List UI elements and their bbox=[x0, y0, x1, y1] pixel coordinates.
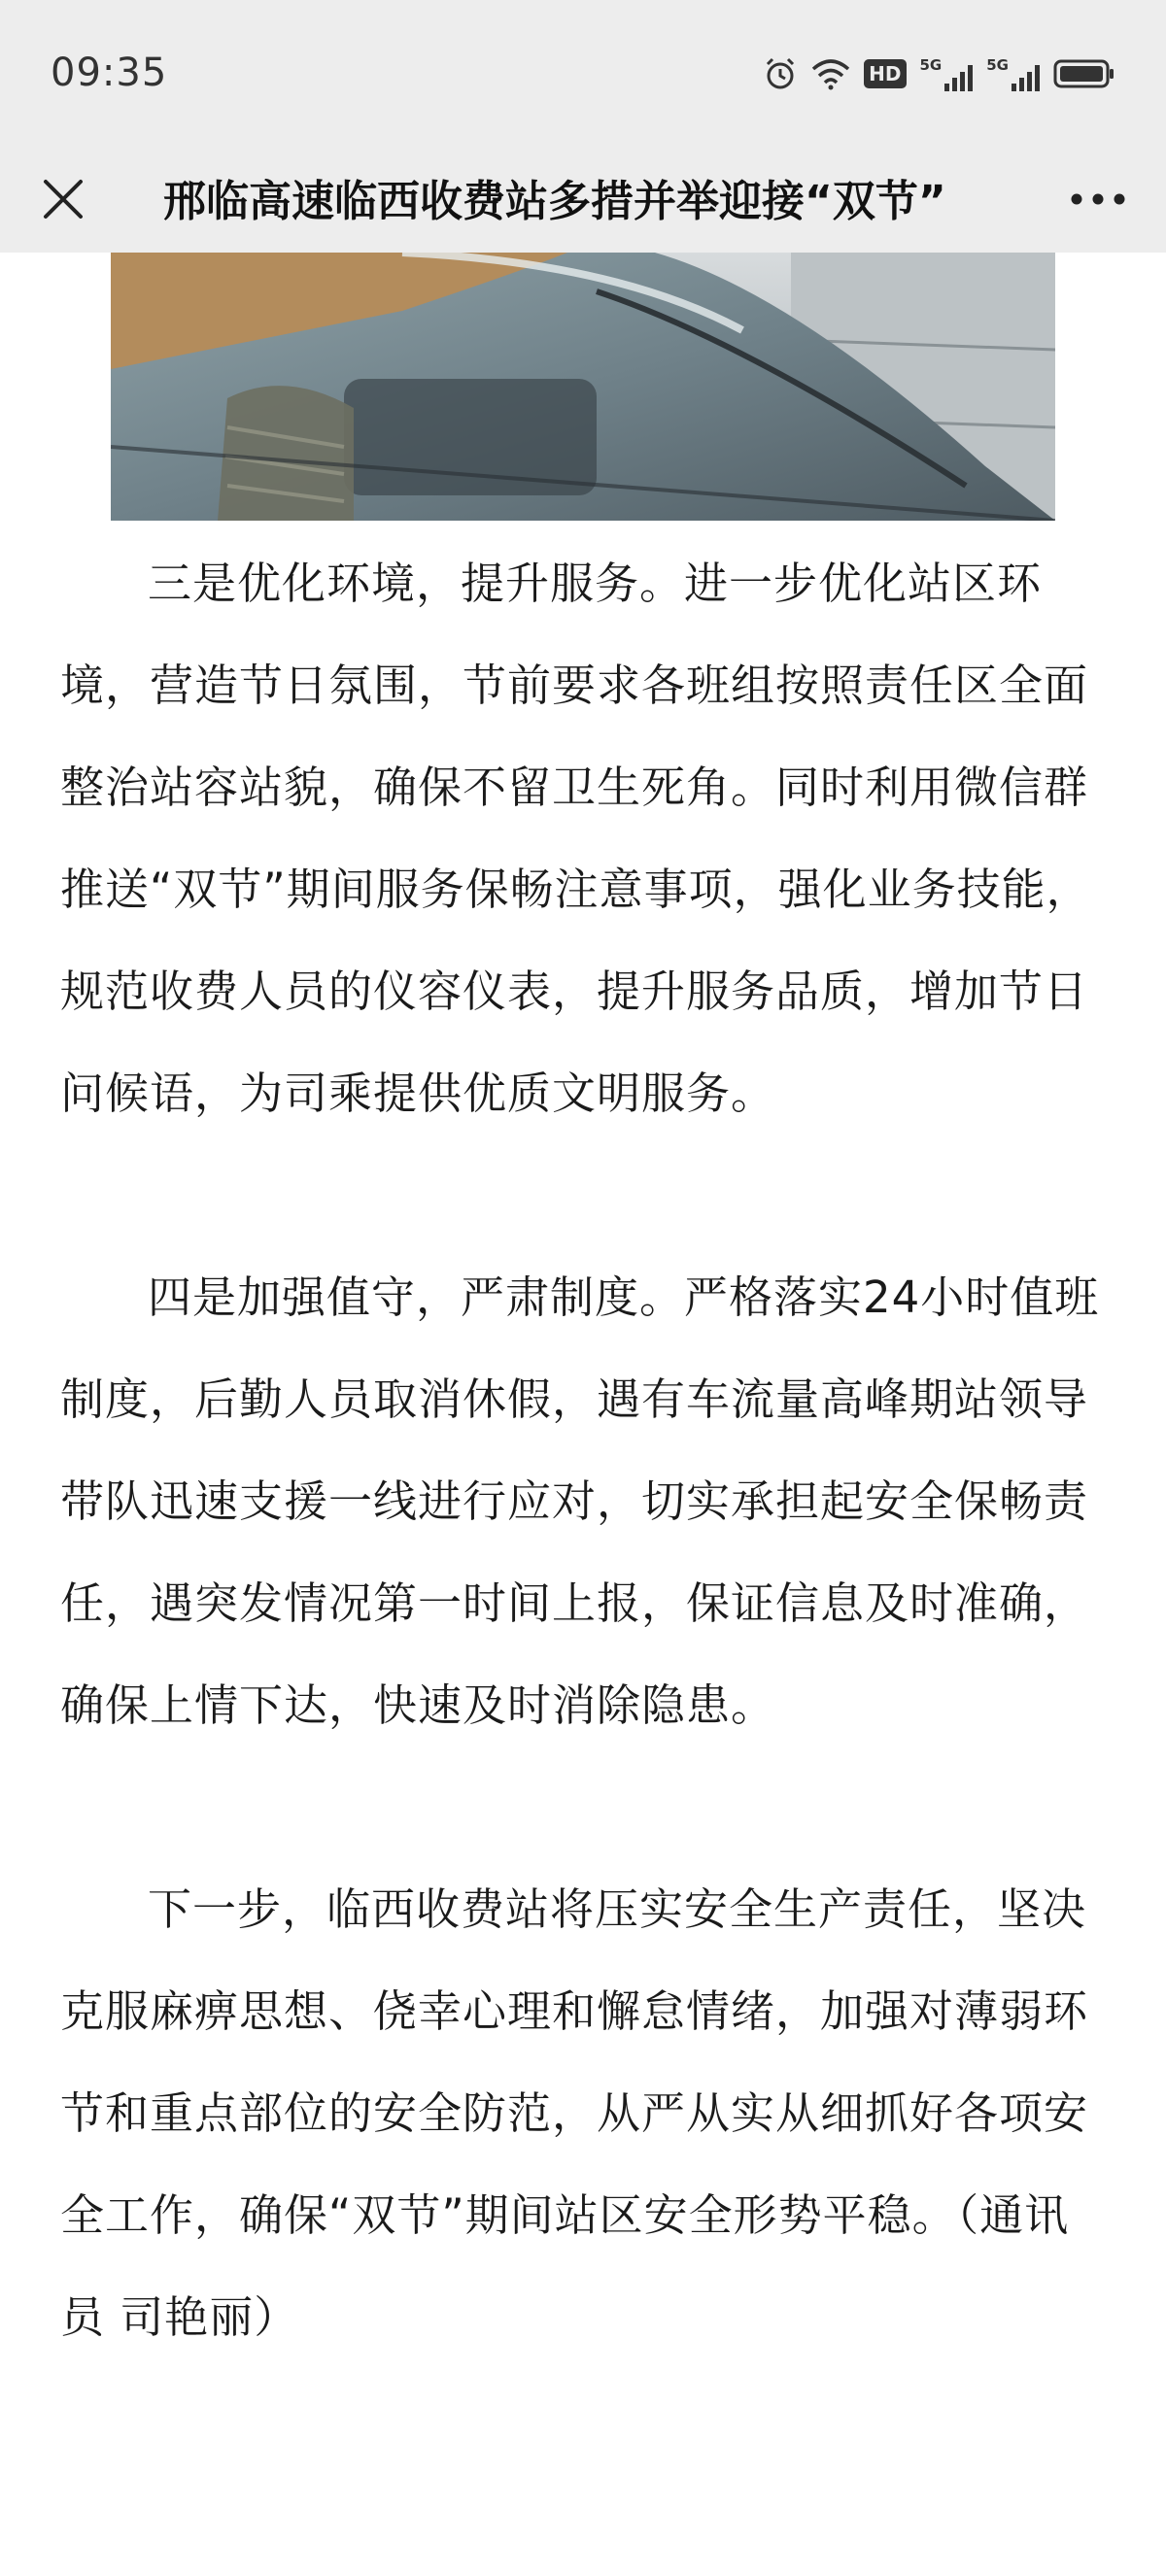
article-photo bbox=[111, 253, 1055, 521]
signal-5g-2-icon bbox=[986, 56, 1040, 91]
page-title: 邢临高速临西收费站多措并举迎接“双节” bbox=[163, 177, 946, 226]
battery-icon bbox=[1053, 58, 1115, 89]
nav-bar bbox=[0, 146, 1166, 253]
article-paragraph: 四是加强值守，严肃制度。严格落实24小时值班制度，后勤人员取消休假，遇有车流量高峰期站领导带队迅速支援一线进行应对，切实承担起安全保畅责任，遇突发情况第一时间上报，保证信息及时准确，确保上情下达，快速及时消除隐患。 bbox=[60, 1271, 1100, 1731]
hd-icon bbox=[864, 59, 906, 88]
status-bar bbox=[0, 0, 1166, 146]
status-time: 09:35 bbox=[51, 51, 168, 95]
wifi-icon bbox=[811, 57, 850, 90]
article-paragraph: 三是优化环境，提升服务。进一步优化站区环境，营造节日氛围，节前要求各班组按照责任区全面整治站容站貌，确保不留卫生死角。同时利用微信群推送“双节”期间服务保畅注意事项，强化业务技能，规范收费人员的仪容仪表，提升服务品质，增加节日问候语，为司乘提供优质文明服务。 bbox=[60, 558, 1091, 1119]
article-body bbox=[60, 532, 1108, 2368]
more-icon bbox=[1069, 192, 1127, 206]
article-paragraph: 下一步，临西收费站将压实安全生产责任，坚决克服麻痹思想、侥幸心理和懈怠情绪，加强对薄弱环节和重点部位的安全防范，从严从实从细抓好各项安全工作，确保“双节”期间站区安全形势平稳。（通讯员 司艳丽） bbox=[60, 1883, 1089, 2343]
more-button[interactable] bbox=[1059, 165, 1137, 233]
network-label-2: 5G bbox=[986, 56, 1009, 74]
status-icons bbox=[763, 54, 1115, 93]
hd-label: HD bbox=[864, 59, 906, 88]
network-label-1: 5G bbox=[919, 56, 943, 74]
close-button[interactable] bbox=[29, 165, 97, 233]
close-icon bbox=[42, 178, 85, 220]
car-windshield-photo bbox=[111, 253, 1055, 521]
signal-5g-1-icon bbox=[920, 56, 974, 91]
alarm-icon bbox=[763, 56, 798, 91]
